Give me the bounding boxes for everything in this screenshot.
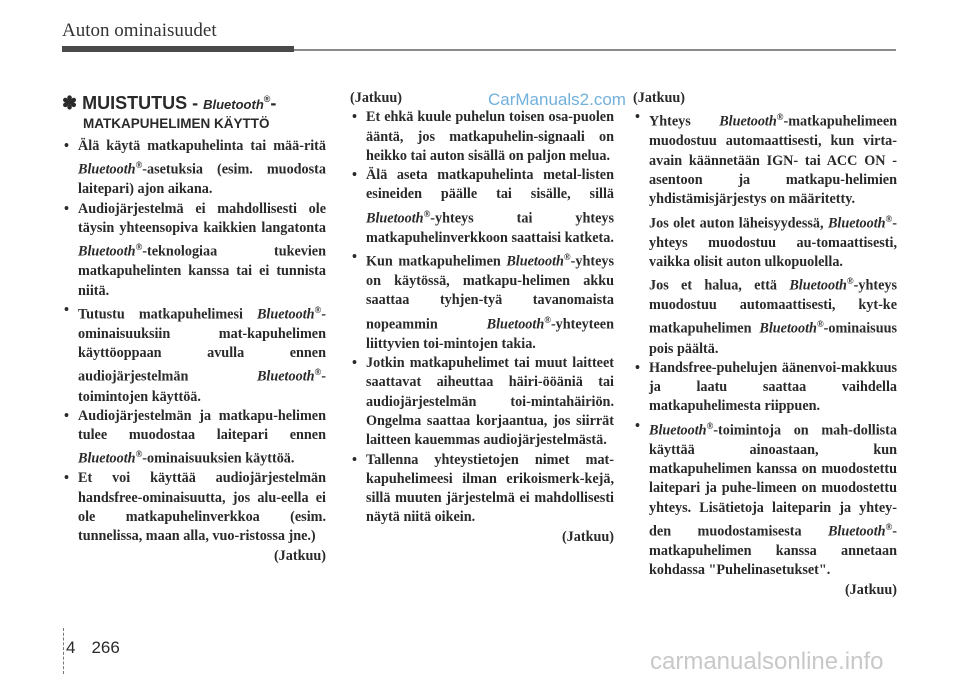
list-item: • Kun matkapuhelimen Bluetooth®-yhteys on käytössä, matkapu-helimen akku saattaa tyhjen-tyä tavanomaista nopeammin Bluetooth®-yhteyteen liittyvien toi-mintojen takia.: [350, 248, 614, 354]
continued-heading: (Jatkuu): [633, 90, 686, 106]
list-item: • Audiojärjestelmä ei mahdollisesti ole täysin yhteensopiva kaikkien langatonta Bluetooth®-teknologiaa tukevien matkapuhelinten kanssa tai ei tunnista niitä.: [62, 200, 326, 301]
paragraph: Jos olet auton läheisyydessä, Bluetooth®-yhteys muodostuu au-tomaattisesti, vaikka olisit auton ulkopuolella.: [649, 213, 897, 270]
list-item: • Et voi käyttää audiojärjestelmän handsfree-ominaisuutta, jos alu-eella ei ole matkapuhelinverkkoa (esim. tunnelissa, maan alla, vuo-ristossa jne.): [62, 469, 326, 546]
column-2: [350, 89, 614, 547]
notice-list: [350, 108, 614, 527]
notice-heading: [62, 89, 326, 115]
column-1: [62, 89, 326, 566]
page-number: [62, 638, 120, 658]
notice-title: MUISTUTUS -: [82, 93, 204, 113]
notice-dash: -: [270, 93, 277, 113]
paragraph: Jos et halua, että Bluetooth®-yhteys muodostuu automaattisesti, kyt-ke matkapuhelimen Bluetooth®-ominaisuus pois päältä.: [649, 276, 897, 357]
page-header-title: Auton ominaisuudet: [62, 20, 217, 41]
chapter-number: 4: [66, 638, 76, 657]
continued-heading: (Jatkuu): [350, 90, 403, 106]
list-item: • Jotkin matkapuhelimet tai muut laitteet saattavat aiheuttaa häiri-ööäniä tai audiojärjestelmän toi-mintahäiriön. Ongelma saattaa korjaantua, jos siirrät laitteen kauemmas audiojärjestelmästä.: [350, 354, 614, 450]
list-item: • Älä käytä matkapuhelinta tai mää-ritä Bluetooth®-asetuksia (esim. muodosta laitepari) ajon aikana.: [62, 137, 326, 200]
notice-brand: Bluetooth: [203, 97, 264, 112]
list-item: • Tutustu matkapuhelimesi Bluetooth®-ominaisuuksiin mat-kapuhelimen käyttöoppaan avulla ennen audiojärjestelmän Bluetooth®-toimintojen käyttöä.: [62, 301, 326, 407]
notice-list: [62, 137, 326, 547]
watermark-top: CarManuals2.com: [488, 90, 626, 109]
list-item: • Et ehkä kuule puhelun toisen osa-puolen ääntä, jos matkapuhelin-signaali on heikko tai auton sisällä on paljon melua.: [350, 108, 614, 166]
header-rule-light: [294, 49, 896, 51]
header-rule-dark: [62, 46, 294, 52]
list-item: • Bluetooth®-toimintoja on mah-dollista käyttää ainoastaan, kun matkapuhelimen kanssa on muodostettu laitepari ja puhe-limeen on muodostettu yhteys. Lisätietoja laiteparin ja yhtey-den muodostamisesta Bluetooth®-matkapuhelimen kanssa annetaan kohdassa "Puhelinasetukset".: [633, 417, 897, 581]
notice-list: [633, 108, 897, 209]
continued-label: (Jatkuu): [273, 547, 326, 564]
list-item: • Handsfree-puhelujen äänenvoi-makkuus ja laatu saattaa vaihdella matkapuhelimesta riippuen.: [633, 359, 897, 417]
list-item: • Audiojärjestelmän ja matkapu-helimen tulee muodostaa laitepari ennen Bluetooth®-ominaisuuksien käyttöä.: [62, 407, 326, 470]
notice-reg: ®: [263, 94, 271, 104]
watermark-bottom: carmanualsonline.info: [650, 648, 884, 675]
list-item: • Älä aseta matkapuhelinta metal-listen esineiden päälle tai sisälle, sillä Bluetooth®-yhteys tai yhteys matkapuhelinverkkoon saattaisi katketa.: [350, 166, 614, 248]
continued-label: (Jatkuu): [844, 581, 897, 598]
notice-subtitle: MATKAPUHELIMEN KÄYTTÖ: [83, 116, 270, 131]
column-3: [633, 89, 897, 600]
notice-list: [633, 359, 897, 581]
continued-label: (Jatkuu): [561, 528, 614, 545]
notice-icon: ✽: [62, 93, 78, 113]
page-number-value: 266: [91, 638, 120, 657]
list-item: • Tallenna yhteystietojen nimet mat-kapuhelimeesi ilman erikoismerk-kejä, sillä muuten järjestelmä ei mahdollisesti näytä niitä oikein.: [350, 451, 614, 528]
list-item: • Yhteys Bluetooth®-matkapuhelimeen muodostuu automaattisesti, kun virta-avain käännetään IGN- tai ACC ON -asentoon ja matkapu-helimien yhdistämisjärjestys on määritetty.: [633, 108, 897, 209]
